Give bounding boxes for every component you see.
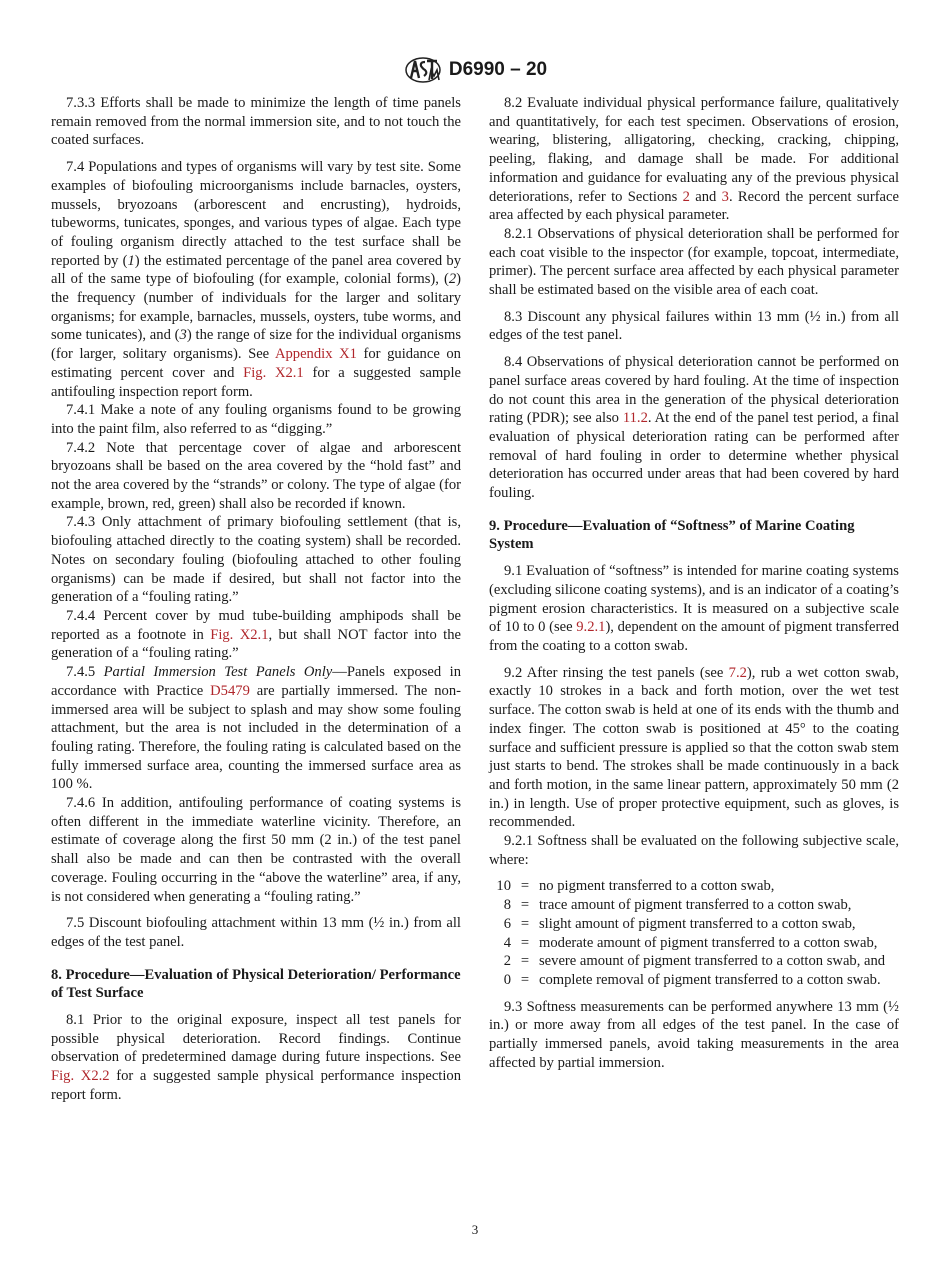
text-run: 7.4.3 Only attachment of primary biofouling settlement (that is, biofouling attached directly to the coating system) shall be recorded. Notes on secondary fouling (biofouling attached to other fouling organisms) can be made if desired, but shall not factor into the generation of a “fouling rating.” [51, 514, 461, 606]
paragraph [489, 998, 899, 1073]
paragraph [51, 401, 461, 438]
text-run: are partially immersed. The non-immersed area will be subject to splash and may show some fouling attachment, but the area is not included in the determination of a fouling rating. Therefore, the fouling rating is calculated based on the fully immersed surface area, counting the immersed surface area as 100 %. [51, 682, 461, 793]
text-run: 9. Procedure—Evaluation of “Softness” of Marine Coating System [489, 517, 855, 553]
paragraph [489, 225, 899, 300]
text-run: 9.3 Softness measurements can be performed anywhere 13 mm (½ in.) or more away from all edges of the test panel. In the case of partially immersed panels, avoid taking measurements in the area affected by partial immersion. [489, 998, 899, 1071]
paragraph [51, 1011, 461, 1105]
text-run: 7.4.6 In addition, antifouling performance of coating systems is often different in the immediate waterline vicinity. Therefore, an estimate of coverage along the first 50 mm (2 in.) of the test panel shall also be made and can then be contrasted with the overall coverage. Fouling occurring in the “above the waterline” area, if any, is not considered when generating a “fouling rating.” [51, 795, 461, 905]
scale-value: 10 [496, 878, 511, 895]
section-heading [51, 966, 461, 1003]
text-run: 8. Procedure—Evaluation of Physical Deterioration/ Performance of Test Surface [51, 966, 461, 1002]
astm-logo-icon [403, 56, 443, 84]
text-run: 8.4 Observations of physical deterioration cannot be performed on panel surface areas covered by hard fouling. At the time of inspection do not count this area in the generation of the physical deterioration rating (PDR); see also [489, 354, 899, 427]
text-run: ), rub a wet cotton swab, exactly 10 strokes in a back and forth motion, over the wet test surface. The cotton swab is held at one of its ends with the thumb and index finger. The cotton swab is positioned at 45° to the coating surface and sufficient pressure is applied so that the cotton swab stem just starts to bend. The strokes shall be made continuously in a back and forth motion, in the same linear pattern, approximately 50 mm (2 in.) in length. Use of proper protective equipment, such as gloves, is recommended. [489, 664, 899, 831]
scale-value: 2 [503, 953, 511, 970]
paragraph [489, 308, 899, 345]
text-run: 7.4 Populations and types of organisms will vary by test site. Some examples of biofouling microorganisms include barnacles, oysters, mussels, bryozoans (arborescent and encrusting), hydroids, tubeworms, tunicates, sponges, and various types of algae. Each type of fouling organism directly attached to the test surface shall be reported by ( [51, 159, 461, 269]
text-run: for a suggested sample physical performance inspection report form. [51, 1068, 462, 1103]
paragraph [51, 607, 461, 663]
italic-text: Partial Immersion Test Panels Only [103, 664, 333, 681]
paragraph [489, 832, 899, 869]
cross-reference-link[interactable]: 11.2 [622, 410, 648, 427]
scale-equals: = [520, 934, 530, 951]
italic-text: 1 [127, 252, 135, 269]
softness-scale-item [489, 952, 899, 971]
cross-reference-link[interactable]: D5479 [210, 682, 250, 699]
text-run: for a suggested sample antifouling inspection report form. [51, 364, 462, 400]
cross-reference-link[interactable]: Fig. X2.1 [210, 626, 269, 643]
paragraph [51, 663, 461, 794]
softness-scale-item [489, 971, 899, 990]
scale-equals: = [520, 915, 530, 932]
softness-scale-item [489, 915, 899, 934]
paragraph [489, 562, 899, 656]
scale-equals: = [520, 953, 530, 970]
cross-reference-link[interactable]: Fig. X2.1 [243, 364, 304, 381]
scale-value: 8 [503, 897, 511, 914]
scale-value: 0 [503, 971, 511, 988]
paragraph [51, 94, 461, 150]
text-run: 8.2.1 Observations of physical deterioration shall be performed for each coat visible to the inspector (for example, topcoat, intermediate, primer). The percent surface area affected by each physical parameter shall be estimated based on the visible area of each coat. [489, 225, 899, 299]
paragraph [51, 513, 461, 607]
text-run: 8.3 Discount any physical failures within 13 mm (½ in.) from all edges of the test panel. [489, 308, 899, 344]
text-run: 9.2.1 Softness shall be evaluated on the following subjective scale, where: [489, 833, 899, 868]
text-run: for guidance on estimating percent cover and [51, 346, 461, 381]
document-designation: D6990 – 20 [448, 58, 548, 80]
paragraph [51, 439, 461, 514]
cross-reference-link[interactable]: 9.2.1 [576, 619, 606, 636]
left-column [51, 94, 461, 1105]
text-run: —Panels exposed in accordance with Practice [51, 664, 461, 699]
softness-scale-item [489, 877, 899, 896]
text-run: 7.4.1 Make a note of any fouling organisms found to be growing into the paint film, also referred to as “digging.” [51, 402, 461, 437]
scale-value: 4 [503, 934, 511, 951]
text-run: 8.2 Evaluate individual physical performance failure, qualitatively and quantitatively, for each test specimen. Observations of erosion, wearing, blistering, alligatoring, checking, cracking, chipping, peeling, flaking, and damage shall be made. For additional information and guidance for evaluating any of the previous physical deteriorations, refer to Sections [489, 95, 899, 205]
text-run: ) the frequency (number of individuals for the larger and solitary organisms; for example, barnacles, mussels, oysters, tube worms, and some tunicates), and ( [51, 271, 461, 344]
text-run: and [689, 188, 722, 205]
text-run: 8.1 Prior to the original exposure, inspect all test panels for possible physical deterioration. Record findings. Continue observation of predetermined damage during future inspections. See [51, 1012, 461, 1066]
cross-reference-link[interactable]: 3 [721, 188, 729, 205]
text-run: 7.5 Discount biofouling attachment within 13 mm (½ in.) from all edges of the test panel. [51, 915, 461, 950]
right-column [489, 94, 899, 1072]
italic-text: 3 [179, 327, 187, 344]
softness-scale-item [489, 896, 899, 915]
cross-reference-link[interactable]: Fig. X2.2 [51, 1068, 110, 1085]
softness-scale-list [489, 877, 899, 989]
text-run: 7.4.2 Note that percentage cover of algae and arborescent bryozoans shall be based on the area covered by the “hold fast” and not the area covered by the “strands” or colony. The type of algae (for example, brown, red, green) shall also be recorded if known. [51, 439, 461, 512]
text-run: ) the range of size for the individual organisms (for larger, solitary organisms). See [51, 327, 462, 363]
scale-equals: = [520, 878, 530, 895]
text-run: 9.1 Evaluation of “softness” is intended for marine coating systems (excluding silicone coating systems), and is an indicator of a coating’s pigment erosion characteristics. It is measured on a subjective scale of 10 to 0 (see [489, 563, 899, 636]
paragraph [51, 794, 461, 906]
scale-equals: = [520, 897, 530, 914]
text-run: ), dependent on the amount of pigment transferred from the coating to a cotton swab. [489, 619, 899, 654]
scale-description: trace amount of pigment transferred to a cotton swab, [539, 897, 852, 914]
text-run: 7.4.4 Percent cover by mud tube-building amphipods shall be reported as a footnote in [51, 607, 461, 643]
page-number: 3 [471, 1222, 479, 1237]
paragraph [51, 158, 461, 401]
scale-description: no pigment transferred to a cotton swab, [539, 878, 775, 895]
paragraph [489, 94, 899, 225]
italic-text: 2 [448, 271, 457, 288]
softness-scale-item [489, 934, 899, 953]
scale-description: complete removal of pigment transferred to a cotton swab. [539, 971, 881, 988]
scale-description: slight amount of pigment transferred to a cotton swab, [539, 915, 856, 932]
scale-description: severe amount of pigment transferred to a cotton swab, and [539, 953, 886, 970]
text-run: 9.2 After rinsing the test panels (see [504, 664, 729, 681]
paragraph [489, 664, 899, 832]
page-header [0, 56, 950, 84]
cross-reference-link[interactable]: 7.2 [728, 664, 747, 681]
cross-reference-link[interactable]: 2 [682, 188, 690, 205]
paragraph [51, 914, 461, 951]
scale-value: 6 [503, 915, 511, 932]
paragraph [489, 353, 899, 503]
text-run: 7.3.3 Efforts shall be made to minimize the length of time panels remain removed from the normal immersion site, and to not touch the coated surfaces. [51, 95, 461, 149]
text-run: . At the end of the panel test period, a final evaluation of physical deterioration rating can be performed after removal of hard fouling in order to determine whether physical deterioration has occurred under areas that had been covered by hard fouling. [489, 410, 900, 502]
scale-description: moderate amount of pigment transferred to a cotton swab, [539, 934, 878, 951]
text-run: 7.4.5 [66, 664, 104, 681]
text-run: ) the estimated percentage of the panel area covered by all of the same type of biofouling (for example, colonial forms), ( [51, 252, 461, 288]
text-run: . Record the percent surface area affected by each physical parameter. [489, 188, 899, 224]
text-run: , but shall NOT factor into the generation of a “fouling rating.” [51, 626, 461, 662]
cross-reference-link[interactable]: Appendix X1 [274, 346, 357, 363]
scale-equals: = [520, 971, 530, 988]
section-heading [489, 517, 899, 554]
